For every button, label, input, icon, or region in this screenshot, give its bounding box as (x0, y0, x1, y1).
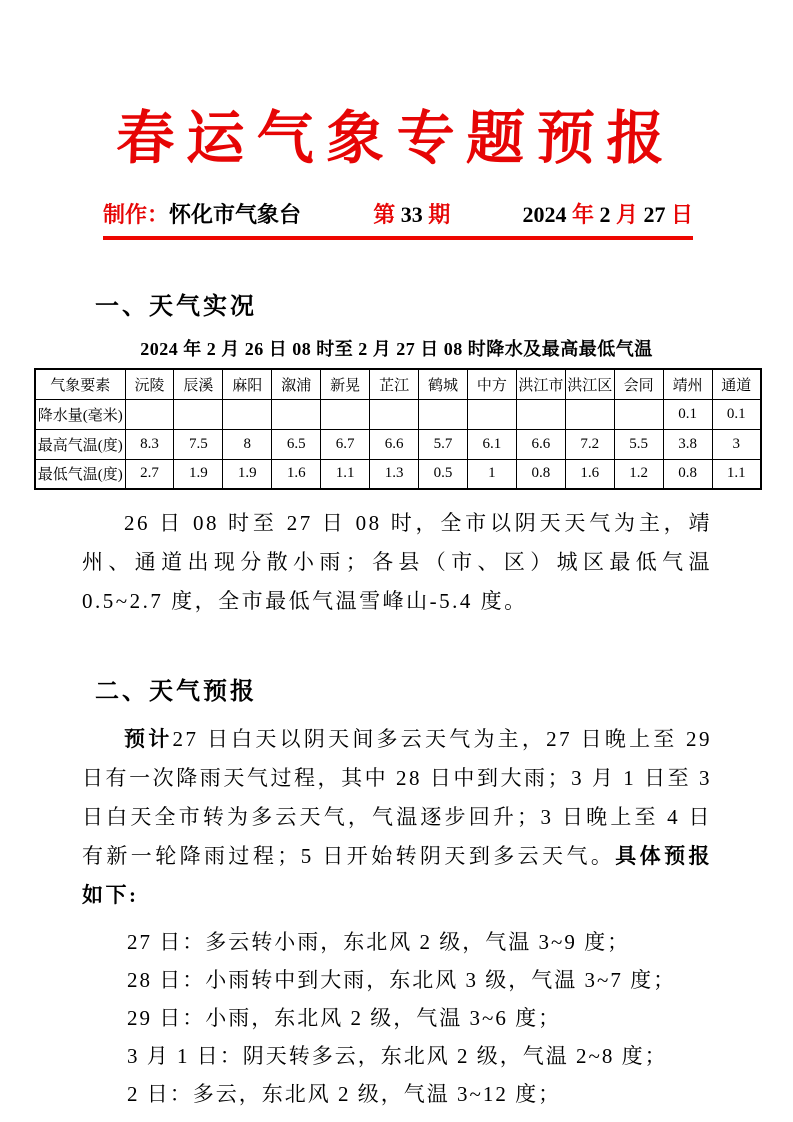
table-cell (125, 399, 174, 429)
table-header-station-cell: 麻阳 (223, 369, 272, 399)
table-cell: 5.5 (614, 429, 663, 459)
table-cell: 2.7 (125, 459, 174, 489)
forecast-paragraph (82, 720, 712, 915)
section-heading-actual: 一、天气实况 (95, 293, 257, 320)
date-year: 2024 (522, 202, 567, 227)
table-cell: 1.1 (712, 459, 761, 489)
table-cell: 5.7 (419, 429, 468, 459)
table-cell: 1.9 (223, 459, 272, 489)
table-row (35, 429, 761, 459)
forecast-item: 2 日：多云，东北风 2 级，气温 3~12 度； (127, 1082, 562, 1106)
table-cell (614, 399, 663, 429)
table-cell: 7.2 (565, 429, 614, 459)
table-cell (321, 399, 370, 429)
table-cell: 6.6 (370, 429, 419, 459)
table-header-element-cell: 气象要素 (35, 369, 125, 399)
table-cell: 6.6 (516, 429, 565, 459)
table-header-station-cell: 洪江区 (565, 369, 614, 399)
table-cell (223, 399, 272, 429)
table-header-row (35, 369, 761, 399)
forecast-item: 27 日：多云转小雨，东北风 2 级，气温 3~9 度； (127, 930, 631, 954)
date-month-unit: 月 (615, 202, 638, 227)
date-year-unit: 年 (571, 202, 594, 227)
table-cell: 3.8 (663, 429, 712, 459)
forecast-body-text: 27 日白天以阴天间多云天气为主，27 日晚上至 29 日有一次降雨天气过程，其中 28 日中到大雨；3 月 1 日至 3 日白天全市转为多云天气，气温逐步回升；3 日晚上至 4 日有新一轮降雨过程；5 日开始转阴天到多云天气。 (82, 727, 713, 868)
table-header-station-cell: 靖州 (663, 369, 712, 399)
forecast-list (82, 923, 712, 1113)
forecast-lead-bold: 预计 (124, 727, 173, 751)
table-cell: 8 (223, 429, 272, 459)
table-cell: 1.6 (565, 459, 614, 489)
table-header-station-cell: 中方 (467, 369, 516, 399)
forecast-item: 29 日：小雨，东北风 2 级，气温 3~6 度； (127, 1006, 562, 1030)
table-header-station-cell: 沅陵 (125, 369, 174, 399)
date-day-unit: 日 (670, 202, 693, 227)
doc-meta-row (103, 198, 693, 240)
table-cell: 1.9 (174, 459, 223, 489)
producer-name: 怀化市气象台 (169, 202, 302, 227)
table-header-station-cell: 辰溪 (174, 369, 223, 399)
doc-body (0, 286, 793, 1113)
issue-date (522, 198, 693, 229)
issue-prefix: 第 (373, 202, 396, 227)
table-cell: 3 (712, 429, 761, 459)
date-day: 27 (643, 202, 666, 227)
forecast-item: 28 日：小雨转中到大雨，东北风 3 级，气温 3~7 度； (127, 968, 677, 992)
table-cell: 0.1 (663, 399, 712, 429)
table-header-station-cell: 通道 (712, 369, 761, 399)
issue-no: 33 (400, 202, 423, 227)
table-cell: 0.8 (516, 459, 565, 489)
table-header-station-cell: 鹤城 (419, 369, 468, 399)
table-cell (516, 399, 565, 429)
table-row-label: 降水量(毫米) (35, 399, 125, 429)
table-cell (419, 399, 468, 429)
table-cell: 6.7 (321, 429, 370, 459)
table-cell: 1 (467, 459, 516, 489)
table-cell: 6.1 (467, 429, 516, 459)
producer-label: 制作： (103, 202, 170, 227)
table-header-station-cell: 溆浦 (272, 369, 321, 399)
table-cell: 0.5 (419, 459, 468, 489)
table-title: 2024 年 2 月 26 日 08 时至 2 月 27 日 08 时降水及最高最低气温 (140, 339, 653, 359)
table-cell: 1.6 (272, 459, 321, 489)
table-cell: 8.3 (125, 429, 174, 459)
date-month: 2 (599, 202, 611, 227)
table-cell (272, 399, 321, 429)
actual-summary-paragraph: 26 日 08 时至 27 日 08 时，全市以阴天天气为主，靖州、通道出现分散小雨；各县（市、区）城区最低气温 0.5~2.7 度，全市最低气温雪峰山-5.4 度。 (82, 511, 712, 613)
issue-number (373, 198, 450, 229)
forecast-item: 3 月 1 日：阴天转多云，东北风 2 级，气温 2~8 度； (127, 1044, 668, 1068)
table-cell (565, 399, 614, 429)
table-header-station-cell: 芷江 (370, 369, 419, 399)
table-cell: 0.1 (712, 399, 761, 429)
table-cell (370, 399, 419, 429)
doc-title: 春运气象专题预报 (115, 104, 678, 172)
table-row (35, 399, 761, 429)
table-cell: 6.5 (272, 429, 321, 459)
weather-table (34, 368, 762, 490)
table-cell: 1.1 (321, 459, 370, 489)
table-cell: 0.8 (663, 459, 712, 489)
table-header-station-cell: 洪江市 (516, 369, 565, 399)
table-header-station-cell: 会同 (614, 369, 663, 399)
section-heading-forecast: 二、天气预报 (95, 678, 257, 705)
table-cell (174, 399, 223, 429)
table-row-label: 最低气温(度) (35, 459, 125, 489)
producer (103, 198, 301, 229)
forecast-trail-bold: 具体预报如下: (82, 844, 712, 907)
table-row-label: 最高气温(度) (35, 429, 125, 459)
issue-suffix: 期 (428, 202, 451, 227)
table-header-station-cell: 新晃 (321, 369, 370, 399)
table-cell: 1.2 (614, 459, 663, 489)
table-row (35, 459, 761, 489)
table-cell (467, 399, 516, 429)
table-cell: 7.5 (174, 429, 223, 459)
table-cell: 1.3 (370, 459, 419, 489)
